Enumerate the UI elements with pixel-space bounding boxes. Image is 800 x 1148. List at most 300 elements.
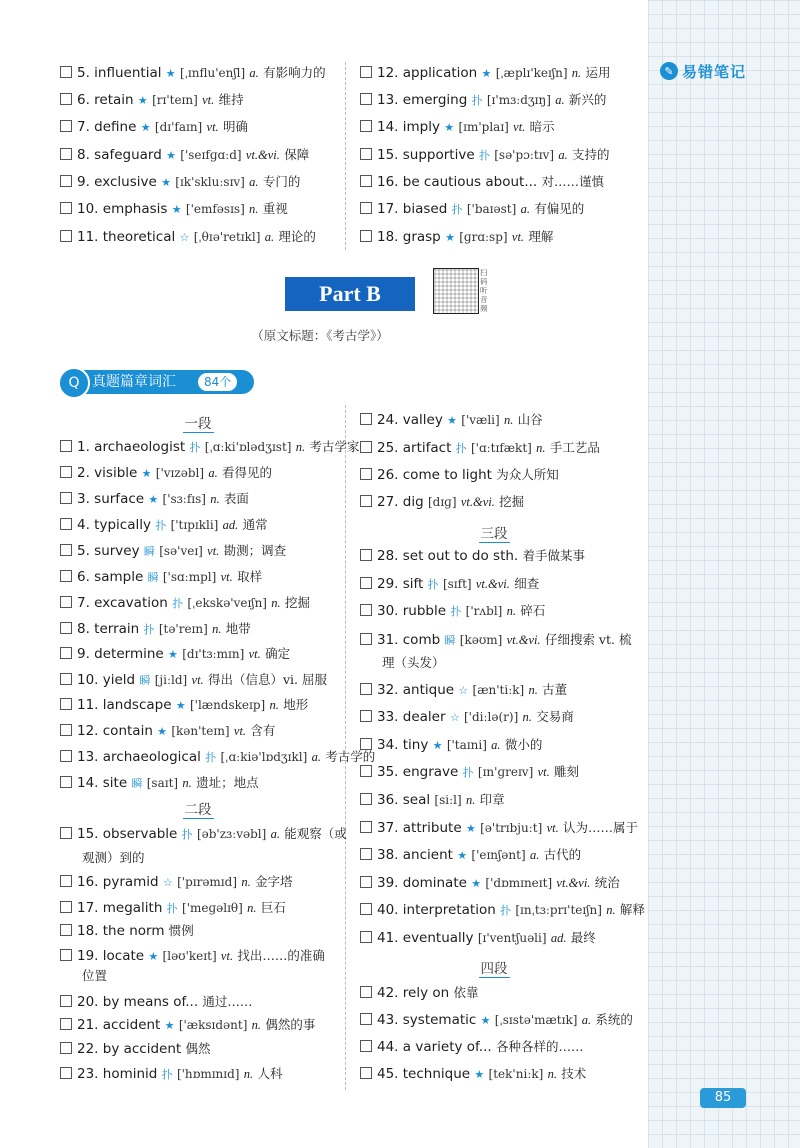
chinese-meaning: 金字塔 [254, 874, 293, 889]
frequency-mark: 扑 [471, 94, 483, 107]
frequency-mark: ★ [465, 822, 476, 835]
part-of-speech: vt. [511, 230, 525, 244]
frequency-mark: ★ [165, 67, 176, 80]
frequency-mark: ★ [444, 121, 455, 134]
checkbox[interactable] [60, 1018, 72, 1030]
checkbox[interactable] [60, 949, 72, 961]
frequency-mark: 扑 [189, 441, 201, 454]
checkbox[interactable] [360, 577, 372, 589]
checkbox[interactable] [60, 622, 72, 634]
word-label: 28. set out to do sth. [377, 548, 519, 564]
checkbox[interactable] [60, 120, 72, 132]
part-of-speech: n. [465, 793, 476, 807]
phonetic: [ɪk'skluːsɪv] [175, 175, 245, 189]
chinese-meaning: 表面 [223, 491, 249, 506]
checkbox[interactable] [360, 495, 372, 507]
checkbox[interactable] [360, 148, 372, 160]
part-of-speech: a. [529, 848, 540, 862]
phonetic: [əb'zɜːvəbl] [196, 827, 267, 841]
part-of-speech: vt. [202, 93, 215, 107]
part-of-speech: n. [251, 1018, 262, 1032]
phonetic: [rɪ'teɪn] [152, 93, 198, 107]
phonetic: [ɪm'plaɪ] [458, 120, 509, 134]
phonetic: ['sɜːfɪs] [162, 492, 206, 506]
checkbox[interactable] [60, 924, 72, 936]
chinese-meaning: 山谷 [517, 412, 543, 427]
qr-caption: 扫码听音频 [480, 268, 488, 313]
item-31-continuation: 理（头发） [382, 655, 445, 670]
phonetic: ['dɒmɪneɪt] [485, 876, 553, 890]
frequency-mark: 瞬 [147, 571, 159, 584]
part-of-speech: vt. [220, 949, 234, 963]
word-label: 31. comb [377, 632, 441, 648]
vocab-item [60, 89, 244, 112]
vocab-item [360, 789, 505, 811]
part-of-speech: vt.&vi. [556, 876, 591, 890]
part-b-heading: Part B [285, 277, 415, 311]
word-label: 2. visible [77, 465, 138, 481]
frequency-mark: ★ [168, 648, 178, 661]
word-label: 11. theoretical [77, 229, 176, 245]
chinese-meaning: 仔细搜索 vt. 梳 [544, 632, 632, 647]
checkbox[interactable] [60, 1067, 72, 1079]
part-of-speech: vt. [537, 765, 550, 779]
vocab-item [60, 462, 272, 485]
vocab-item [60, 171, 300, 194]
phonetic: ['sɑːmpl] [162, 570, 217, 584]
phonetic: [ˌsɪstə'mætɪk] [494, 1013, 578, 1027]
word-label: 5. survey [77, 543, 140, 559]
checkbox[interactable] [60, 544, 72, 556]
vocab-item [360, 89, 606, 112]
checkbox[interactable] [60, 673, 72, 685]
vocab-item [60, 694, 308, 717]
phonetic: ['seɪfɡɑːd] [180, 148, 242, 162]
word-label: 6. sample [77, 569, 144, 585]
phonetic: ['hɒmɪnɪd] [176, 1067, 240, 1081]
vocab-item [360, 872, 620, 895]
frequency-mark: 瞬 [131, 777, 143, 790]
checkbox[interactable] [60, 492, 72, 504]
chinese-meaning: 暗示 [529, 119, 555, 134]
phonetic: ['emfəsɪs] [185, 202, 245, 216]
frequency-mark: ★ [474, 1068, 485, 1081]
frequency-mark: 扑 [172, 597, 184, 610]
chinese-meaning: 重视 [262, 201, 288, 216]
checkbox[interactable] [60, 230, 72, 242]
phonetic: [ɪ'mɜːdʒɪŋ] [486, 93, 551, 107]
vocab-item [60, 144, 309, 167]
frequency-mark: 扑 [462, 766, 474, 779]
part-of-speech: n. [522, 710, 532, 724]
word-label: 43. systematic [377, 1012, 477, 1028]
vocab-item [60, 436, 359, 459]
frequency-mark: ★ [148, 950, 159, 963]
phonetic: ['lændskeɪp] [189, 698, 266, 712]
chinese-meaning: 碎石 [520, 603, 546, 618]
chinese-meaning: 勘测；调查 [223, 543, 287, 558]
word-label: 33. dealer [377, 709, 446, 725]
checkbox[interactable] [360, 66, 372, 78]
word-label: 42. rely on [377, 985, 450, 1001]
chinese-meaning: 理论的 [278, 229, 316, 244]
part-of-speech: ad. [550, 931, 567, 945]
vocab-item [360, 491, 524, 513]
frequency-mark: ★ [171, 203, 182, 216]
checkbox[interactable] [360, 468, 372, 480]
vocab-item [60, 991, 252, 1013]
part-of-speech: n. [547, 1067, 557, 1081]
frequency-mark: 扑 [205, 751, 217, 764]
frequency-mark: ★ [445, 231, 455, 244]
part-of-speech: n. [504, 413, 514, 427]
frequency-mark: 扑 [143, 623, 155, 636]
checkbox[interactable] [360, 986, 372, 998]
pen-icon: ✎ [660, 62, 678, 80]
part-of-speech: a. [249, 66, 259, 80]
word-label: 44. a variety of... [377, 1039, 492, 1055]
word-label: 5. influential [77, 65, 162, 81]
chinese-meaning: 偶然的事 [265, 1017, 316, 1032]
vocab-item [360, 817, 638, 840]
checkbox[interactable] [360, 413, 372, 425]
vocab-item [360, 464, 559, 486]
checkbox[interactable] [360, 821, 372, 833]
word-label: 38. ancient [377, 847, 453, 863]
chinese-meaning: 找出……的准确 [237, 948, 325, 963]
checkbox[interactable] [60, 901, 72, 913]
checkbox[interactable] [60, 66, 72, 78]
magnifier-icon: Q [58, 367, 90, 399]
phonetic: [ˌæplɪ'keɪʃn] [495, 66, 568, 80]
checkbox[interactable] [360, 120, 372, 132]
vocab-item [360, 226, 553, 249]
chinese-meaning: 地带 [225, 621, 251, 636]
vocab-item [360, 761, 579, 784]
part-of-speech: vt.&vi. [506, 633, 541, 647]
vocab-item [360, 573, 539, 596]
phonetic: [dɪɡ] [427, 495, 457, 509]
checkbox[interactable] [60, 995, 72, 1007]
checkbox[interactable] [60, 175, 72, 187]
section-heading-2: 二段 [184, 802, 212, 818]
checkbox[interactable] [60, 518, 72, 530]
word-label: 21. accident [77, 1017, 161, 1033]
page-number: 85 [700, 1088, 746, 1108]
word-label: 8. safeguard [77, 147, 162, 163]
phonetic: [sə'pɔːtɪv] [494, 148, 555, 162]
checkbox[interactable] [360, 765, 372, 777]
part-of-speech: a. [520, 202, 530, 216]
vocab-item [360, 982, 478, 1004]
checkbox[interactable] [360, 683, 372, 695]
frequency-mark: ☆ [162, 876, 173, 889]
chinese-meaning: 挖掘 [284, 595, 310, 610]
phonetic: [ˌθɪə'retɪkl] [193, 230, 261, 244]
vocab-item [60, 592, 310, 615]
frequency-mark: ★ [164, 1019, 175, 1032]
frequency-mark: ★ [432, 739, 443, 752]
vocab-item [360, 144, 610, 167]
chinese-meaning: 技术 [561, 1066, 587, 1081]
vocab-title: 真题篇章词汇 [92, 374, 176, 390]
frequency-mark: ★ [157, 725, 168, 738]
part-of-speech: a. [249, 175, 259, 189]
frequency-mark: 扑 [166, 902, 178, 915]
vocab-item [360, 171, 604, 193]
phonetic: ['meɡəlɪθ] [182, 901, 243, 915]
chinese-meaning: 各种各样的…… [495, 1039, 584, 1054]
part-of-speech: a. [491, 738, 501, 752]
vocab-item [360, 734, 542, 757]
chinese-meaning: 通过…… [202, 994, 253, 1009]
frequency-mark: ☆ [449, 711, 460, 724]
vocab-item [360, 706, 574, 729]
phonetic: [ɪ'ventʃuəli] [477, 931, 547, 945]
part-of-speech: vt.&vi. [460, 495, 495, 509]
frequency-mark: 扑 [181, 828, 193, 841]
checkbox[interactable] [360, 1067, 372, 1079]
phonetic: [æn'tiːk] [472, 683, 525, 697]
vocab-item [360, 1009, 633, 1032]
phonetic: ['æksɪdənt] [178, 1018, 248, 1032]
vocab-item [60, 897, 286, 920]
word-label: 35. engrave [377, 764, 459, 780]
frequency-mark: 扑 [500, 904, 512, 917]
vocab-item [60, 540, 286, 563]
word-label: 11. landscape [77, 697, 172, 713]
frequency-mark: 瞬 [444, 634, 456, 647]
part-of-speech: vt. [546, 821, 559, 835]
word-label: 45. technique [377, 1066, 471, 1082]
checkbox[interactable] [360, 903, 372, 915]
vocab-item [60, 488, 249, 511]
word-label: 16. pyramid [77, 874, 159, 890]
part-of-speech: vt. [191, 673, 204, 687]
frequency-mark: ★ [471, 877, 482, 890]
word-label: 7. define [77, 119, 137, 135]
checkbox[interactable] [360, 710, 372, 722]
word-label: 10. yield [77, 672, 136, 688]
vocab-item [60, 226, 316, 249]
checkbox[interactable] [60, 596, 72, 608]
word-label: 27. dig [377, 494, 424, 510]
frequency-mark: 扑 [450, 605, 462, 618]
checkbox[interactable] [360, 1013, 372, 1025]
word-label: 6. retain [77, 92, 134, 108]
word-label: 8. terrain [77, 621, 140, 637]
checkbox[interactable] [60, 148, 72, 160]
checkbox[interactable] [360, 876, 372, 888]
chinese-meaning: 细查 [514, 576, 540, 591]
chinese-meaning: 明确 [222, 119, 248, 134]
checkbox[interactable] [60, 93, 72, 105]
column-divider-top [345, 62, 346, 250]
chinese-meaning: 地形 [283, 697, 309, 712]
chinese-meaning: 能观察（或 [284, 826, 347, 841]
checkbox[interactable] [360, 93, 372, 105]
vocab-item [60, 1038, 211, 1060]
phonetic: ['væli] [461, 413, 500, 427]
word-label: 14. imply [377, 119, 440, 135]
chinese-meaning: 遗址；地点 [196, 775, 259, 790]
part-of-speech: a. [581, 1013, 592, 1027]
phonetic: [ɡrɑːsp] [459, 230, 508, 244]
chinese-meaning: 支持的 [572, 147, 610, 162]
part-of-speech: n. [249, 202, 259, 216]
checkbox[interactable] [60, 647, 72, 659]
part-of-speech: vt.&vi. [245, 148, 280, 162]
vocab-section-header [62, 370, 254, 394]
qr-code-icon[interactable] [433, 268, 479, 314]
phonetic: [ˌekskə'veɪʃn] [187, 596, 267, 610]
word-label: 26. come to light [377, 467, 492, 483]
part-of-speech: n. [536, 441, 546, 455]
checkbox[interactable] [60, 776, 72, 788]
checkbox[interactable] [360, 1040, 372, 1052]
chinese-meaning: 系统的 [595, 1012, 633, 1027]
vocab-item [360, 198, 584, 221]
chinese-meaning: 认为……属于 [563, 820, 639, 835]
word-label: 20. by means of... [77, 994, 199, 1010]
chinese-meaning: 看得见的 [222, 465, 273, 480]
part-of-speech: n. [212, 622, 222, 636]
checkbox[interactable] [360, 175, 372, 187]
part-of-speech: n. [528, 683, 538, 697]
vocab-item [360, 1063, 586, 1086]
chinese-meaning: 挖掘 [499, 494, 525, 509]
vocab-item [360, 679, 567, 702]
chinese-meaning: 偶然 [185, 1041, 211, 1056]
word-label: 39. dominate [377, 875, 467, 891]
phonetic: [sə'veɪ] [159, 544, 203, 558]
phonetic: [ləʊ'keɪt] [162, 949, 217, 963]
checkbox[interactable] [60, 1042, 72, 1054]
vocab-item [360, 600, 545, 623]
phonetic: [ˌɑːki'ɒlədʒɪst] [204, 440, 292, 454]
checkbox[interactable] [360, 633, 372, 645]
phonetic: [ə'trɪbjuːt] [480, 821, 543, 835]
checkbox[interactable] [360, 549, 372, 561]
checkbox[interactable] [60, 440, 72, 452]
part-of-speech: vt. [233, 724, 247, 738]
phonetic: [ɪnˌtɜːprɪ'teɪʃn] [515, 903, 602, 917]
vocab-item [60, 618, 251, 641]
vocab-item [360, 899, 645, 922]
phonetic: [tə'reɪn] [158, 622, 208, 636]
checkbox[interactable] [360, 738, 372, 750]
part-of-speech: n. [241, 875, 251, 889]
chinese-meaning: 保障 [284, 147, 310, 162]
vocab-item [360, 545, 585, 567]
checkbox[interactable] [360, 931, 372, 943]
word-label: 29. sift [377, 576, 424, 592]
checkbox[interactable] [60, 827, 72, 839]
frequency-mark: 扑 [155, 519, 167, 532]
section-heading-4: 四段 [480, 961, 508, 977]
word-label: 37. attribute [377, 820, 462, 836]
frequency-mark: ★ [141, 467, 152, 480]
vocab-item [60, 643, 290, 666]
checkbox[interactable] [360, 604, 372, 616]
chinese-meaning: 依靠 [453, 985, 479, 1000]
checkbox[interactable] [60, 466, 72, 478]
frequency-mark: 扑 [451, 203, 463, 216]
vocab-item [360, 844, 581, 867]
frequency-mark: ★ [447, 414, 457, 427]
frequency-mark: 瞬 [143, 545, 155, 558]
checkbox[interactable] [360, 441, 372, 453]
checkbox[interactable] [60, 750, 72, 762]
vocab-item [360, 629, 631, 652]
part-of-speech: a. [264, 230, 275, 244]
part-of-speech: n. [571, 66, 582, 80]
phonetic: [ɪn'ɡreɪv] [477, 765, 534, 779]
checkbox[interactable] [60, 202, 72, 214]
checkbox[interactable] [60, 698, 72, 710]
phonetic: [tek'niːk] [488, 1067, 544, 1081]
part-of-speech: vt. [206, 120, 219, 134]
vocab-item [60, 62, 326, 85]
vocab-item [60, 746, 375, 769]
vocab-item [360, 409, 543, 432]
word-label: 12. application [377, 65, 478, 81]
vocab-item [360, 1036, 583, 1058]
phonetic: ['rʌbl] [465, 604, 503, 618]
chinese-meaning: 交易商 [536, 709, 574, 724]
vocab-item [60, 871, 293, 894]
chinese-meaning: 专门的 [262, 174, 301, 189]
part-of-speech: ad. [222, 518, 239, 532]
checkbox[interactable] [60, 875, 72, 887]
frequency-mark: ☆ [179, 231, 190, 244]
chinese-meaning: 着手做某事 [522, 548, 586, 563]
checkbox[interactable] [360, 793, 372, 805]
vocab-item [60, 823, 347, 846]
word-label: 10. emphasis [77, 201, 168, 217]
word-label: 41. eventually [377, 930, 474, 946]
vocab-item [60, 116, 248, 139]
part-of-speech: a. [208, 466, 218, 480]
part-of-speech: vt.&vi. [475, 577, 510, 591]
word-label: 4. typically [77, 517, 151, 533]
frequency-mark: 扑 [161, 1068, 173, 1081]
chinese-meaning: 通常 [242, 517, 268, 532]
notes-brand [660, 60, 746, 82]
chinese-meaning: 手工艺品 [549, 440, 600, 455]
checkbox[interactable] [360, 230, 372, 242]
item-19-continuation: 位置 [82, 968, 108, 983]
word-label: 17. megalith [77, 900, 163, 916]
checkbox[interactable] [60, 570, 72, 582]
chinese-meaning: 古代的 [543, 847, 582, 862]
vocab-item [360, 116, 555, 139]
word-label: 16. be cautious about... [377, 174, 538, 190]
frequency-mark: 扑 [427, 578, 439, 591]
brand-label: 易错笔记 [682, 62, 747, 81]
word-label: 18. the norm [77, 923, 165, 939]
checkbox[interactable] [360, 202, 372, 214]
checkbox[interactable] [360, 848, 372, 860]
vocab-item [60, 669, 327, 692]
chinese-meaning: 运用 [585, 65, 611, 80]
checkbox[interactable] [60, 724, 72, 736]
part-of-speech: a. [270, 827, 280, 841]
phonetic: ['tɪpɪkli] [170, 518, 219, 532]
word-label: 32. antique [377, 682, 455, 698]
word-label: 24. valley [377, 412, 443, 428]
part-of-speech: vt. [207, 544, 220, 558]
